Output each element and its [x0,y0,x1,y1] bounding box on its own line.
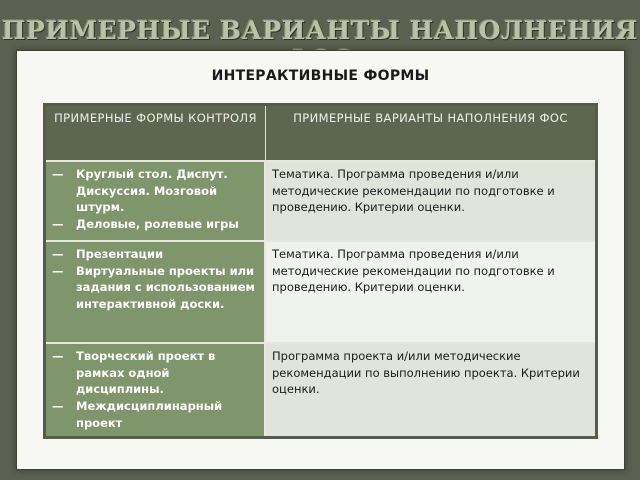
forms-list [52,348,258,431]
table-row [46,344,595,436]
header-control-forms: ПРИМЕРНЫЕ ФОРМЫ КОНТРОЛЯ [46,106,266,162]
content-cell: Тематика. Программа проведения и/или методические рекомендации по подготовке и проведению. Критерии оценки. [266,242,595,344]
list-item: — Междисциплинарный проект [52,398,258,431]
list-item: — Круглый стол. Диспут. Дискуссия. Мозговой штурм. [52,166,258,216]
table-row [46,242,595,344]
slide-title: ПРИМЕРНЫЕ ВАРИАНТЫ НАПОЛНЕНИЯ [1,16,639,45]
content-cell: Тематика. Программа проведения и/или методические рекомендации по подготовке и проведению. Критерии оценки. [266,162,595,242]
forms-list [52,166,258,233]
fos-table [46,106,595,436]
table-row [46,162,595,242]
list-item: — Творческий проект в рамках одной дисциплины. [52,348,258,398]
table-header-row [46,106,595,162]
slide-panel [16,50,625,470]
list-item: — Виртуальные проекты или задания с использованием интерактивной доски. [52,263,258,313]
slide-subtitle: ИНТЕРАКТИВНЫЕ ФОРМЫ [211,68,430,84]
forms-cell [46,162,266,242]
fos-table-frame [43,103,598,439]
forms-cell [46,242,266,344]
content-cell: Программа проекта и/или методические рекомендации по выполнению проекта. Критерии оценки. [266,344,595,436]
list-item: — Презентации [52,246,258,263]
forms-list [52,246,258,313]
forms-cell [46,344,266,436]
header-fos-content: ПРИМЕРНЫЕ ВАРИАНТЫ НАПОЛНЕНИЯ ФОС [266,106,595,162]
list-item: — Деловые, ролевые игры [52,216,258,233]
